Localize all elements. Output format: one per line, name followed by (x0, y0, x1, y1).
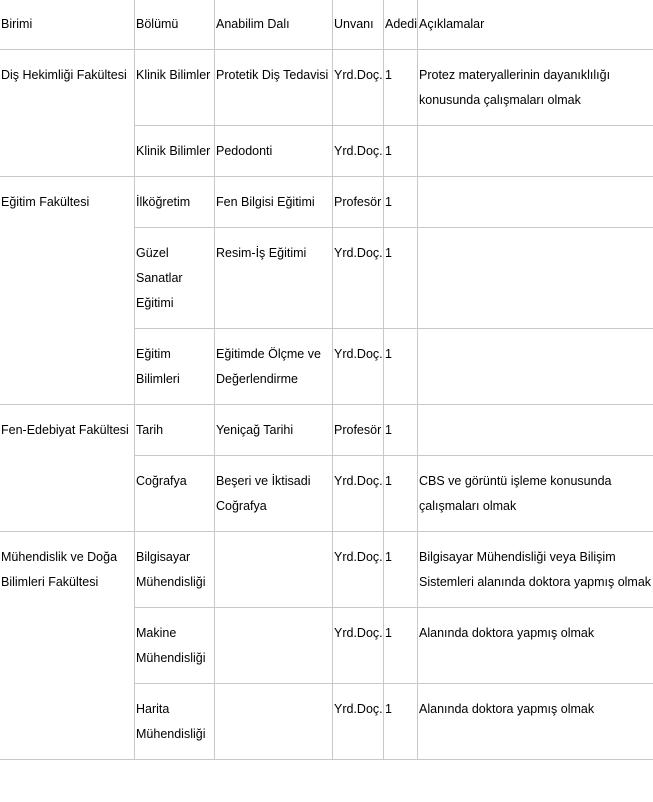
title-cell: Yrd.Doç. (333, 126, 384, 177)
title-cell: Yrd.Doç. (333, 532, 384, 608)
header-anabilim-dali: Anabilim Dalı (215, 0, 333, 50)
title-cell: Yrd.Doç. (333, 608, 384, 684)
department-cell: İlköğretim (135, 177, 215, 228)
division-cell (215, 684, 333, 760)
note-cell (418, 177, 653, 228)
header-aciklamalar: Açıklamalar (418, 0, 653, 50)
department-cell: Güzel Sanatlar Eğitimi (135, 228, 215, 329)
title-cell: Yrd.Doç. (333, 50, 384, 126)
note-cell: Alanında doktora yapmış olmak (418, 608, 653, 684)
count-cell: 1 (384, 608, 418, 684)
note-cell (418, 329, 653, 405)
header-bolumu: Bölümü (135, 0, 215, 50)
header-adedi: Adedi (384, 0, 418, 50)
department-cell: Klinik Bilimler (135, 50, 215, 126)
department-cell: Bilgisayar Mühendisliği (135, 532, 215, 608)
header-row (0, 0, 653, 50)
count-cell: 1 (384, 50, 418, 126)
division-cell: Fen Bilgisi Eğitimi (215, 177, 333, 228)
header-unvani: Unvanı (333, 0, 384, 50)
department-cell: Makine Mühendisliği (135, 608, 215, 684)
unit-cell: Fen-Edebiyat Fakültesi (0, 405, 135, 532)
unit-cell: Eğitim Fakültesi (0, 177, 135, 405)
count-cell: 1 (384, 329, 418, 405)
title-cell: Yrd.Doç. (333, 329, 384, 405)
note-cell: Alanında doktora yapmış olmak (418, 684, 653, 760)
count-cell: 1 (384, 456, 418, 532)
note-cell (418, 405, 653, 456)
division-cell: Protetik Diş Tedavisi (215, 50, 333, 126)
count-cell: 1 (384, 405, 418, 456)
department-cell: Harita Mühendisliği (135, 684, 215, 760)
note-cell: CBS ve görüntü işleme konusunda çalışmaları olmak (418, 456, 653, 532)
note-cell: Protez materyallerinin dayanıklılığı konusunda çalışmaları olmak (418, 50, 653, 126)
department-cell: Eğitim Bilimleri (135, 329, 215, 405)
table-row (0, 50, 653, 126)
count-cell: 1 (384, 126, 418, 177)
table-row (0, 405, 653, 456)
unit-cell: Diş Hekimliği Fakültesi (0, 50, 135, 177)
note-cell (418, 228, 653, 329)
division-cell: Beşeri ve İktisadi Coğrafya (215, 456, 333, 532)
title-cell: Profesör (333, 405, 384, 456)
header-birimi: Birimi (0, 0, 135, 50)
title-cell: Yrd.Doç. (333, 456, 384, 532)
division-cell (215, 532, 333, 608)
note-cell (418, 126, 653, 177)
department-cell: Coğrafya (135, 456, 215, 532)
count-cell: 1 (384, 177, 418, 228)
title-cell: Yrd.Doç. (333, 228, 384, 329)
department-cell: Tarih (135, 405, 215, 456)
division-cell: Yeniçağ Tarihi (215, 405, 333, 456)
note-cell: Bilgisayar Mühendisliği veya Bilişim Sistemleri alanında doktora yapmış olmak (418, 532, 653, 608)
division-cell: Pedodonti (215, 126, 333, 177)
count-cell: 1 (384, 684, 418, 760)
title-cell: Profesör (333, 177, 384, 228)
count-cell: 1 (384, 228, 418, 329)
division-cell: Eğitimde Ölçme ve Değerlendirme (215, 329, 333, 405)
title-cell: Yrd.Doç. (333, 684, 384, 760)
department-cell: Klinik Bilimler (135, 126, 215, 177)
division-cell (215, 608, 333, 684)
count-cell: 1 (384, 532, 418, 608)
unit-cell: Mühendislik ve Doğa Bilimleri Fakültesi (0, 532, 135, 760)
division-cell: Resim-İş Eğitimi (215, 228, 333, 329)
table-row (0, 532, 653, 608)
table-row (0, 177, 653, 228)
